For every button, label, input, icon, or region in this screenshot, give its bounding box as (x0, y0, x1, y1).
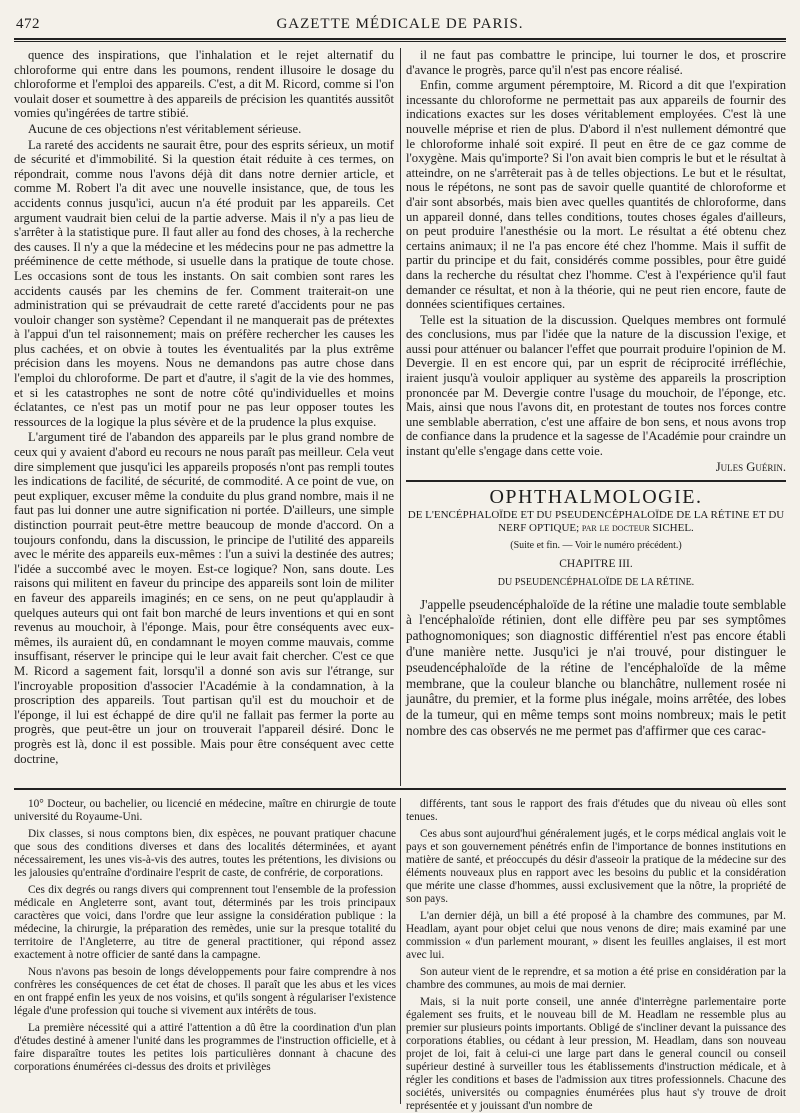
chapter-paragraph: J'appelle pseudencéphaloïde de la rétine une maladie toute semblable à l'encéphaloïde rétinien, dont elle diffère peu par ses symptômes pathognomoniques; son diagnostic différentiel n'est pas encore établi d'une manière nette. Jusqu'ici je n'ai trouvé, pour distinguer le pseudencéphaloïde de la rétine de l'encéphaloïde de la même membrane, que la couleur blanche ou blanchâtre, nullement rosée ni jaunâtre, du premier, et la forme plus inégale, moins arrêtée, des lobes de la tumeur, qui en même temps sont moins nombreux; mais le petit nombre des cas observés ne me permet pas d'affirmer que ces carac- (406, 596, 786, 738)
section-title: OPHTHALMOLOGIE. (489, 486, 703, 509)
paragraph: Aucune de ces objections n'est véritablement sérieuse. (28, 121, 302, 136)
paragraph: Ces abus sont aujourd'hui généralement jugés, et le corps médical anglais voit le pays et son gouvernement pénétrés enfin de l'importance de bonnes institutions en matière de santé, et préoccupés du désir d'asseoir la pratique de la médecine sur des éléments nouveaux plus en rapport avec les besoins du public et la considération que mérite une classe d'hommes, aussi exclusivement que la nôtre, la propriété de son pays. (406, 828, 786, 905)
paragraph: Ces dix degrés ou rangs divers qui comprennent tout l'ensemble de la profession médicale en Angleterre sont, avant tout, déterminés par les trois principaux caractères que voici, dans l'ordre que leur assigne la considération publique : la médecine, la chirurgie, la préparation des remèdes, unie sur la presque totalité du territoire de l'Angleterre, au titre de general practitioner, qui répond assez exactement à notre officier de santé dans la campagne. (14, 884, 396, 961)
bottom-right-column (406, 798, 786, 1112)
right-column (406, 48, 786, 786)
paragraph: Telle est la situation de la discussion. Quelques membres ont formulé des conclusions, mus par l'idée que la nature de la discussion l'exige, et aussi pour atténuer ou balancer l'effet que pourrait produire l'opinion de M. Devergie. Il en est encore qui, par un esprit de réciprocité irréfléchie, iraient jusqu'à vouloir appliquer au système des appareils la proscription prononcée par M. Devergie contre l'usage du mouchoir, de l'éponge, etc. Mais, ainsi que nous l'avons dit, en protestant de toutes nos forces contre une semblable aberration, c'est une affaire de bon sens, et nous avons trop de confiance dans la prudence et la sagesse de l'Académie pour craindre un instant qu'elle s'engage dans cette voie. (406, 312, 786, 459)
paragraph: il ne faut pas combattre le principe, lui tourner le dos, et proscrire d'avance le progrès, parce qu'il n'est pas encore réalisé. (406, 48, 786, 77)
page-header (14, 8, 786, 34)
journal-title: GAZETTE MÉDICALE DE PARIS. (276, 16, 524, 32)
page-number: 472 (16, 16, 40, 32)
paragraph: L'argument tiré de l'abandon des appareils par le plus grand nombre de ceux qui y avaient d'abord eu recours ne nous paraît pas meilleur. Cela veut dire simplement que jusqu'ici les appareils proposés n'ont pas rempli toutes les indications de facilité, de sécurité, de commodité. A ce point de vue, on peut expliquer, excuser même la conduite du plus grand nombre, mais il ne faut pas lui donner une autre signification ni portée. D'ailleurs, une simple distinction pourrait peut-être mettre beaucoup de monde d'accord. On a toujours confondu, dans la discussion, le principe de l'utilité des appareils avec le mérite des appareils eux-mêmes : l'un a suivi la destinée des autres; l'idée a succombé avec le moyen. Est-ce logique? Non, sans doute. Les raisons qui militent en faveur du principe des appareils sont loin de militer en faveur des appareils imaginés; en ce sens, on ne peut qu'applaudir à quelques auteurs qui ont fait bon marché de leurs inventions et qui en sont revenus au mouchoir, à l'éponge. Mais, pour être conséquents avec eux-mêmes, ils auraient dû, en condamnant le moyen comme mauvais, comme insuffisant, réserver le principe qui le leur avait fait chercher. C'est ce que M. Ricord a sagement fait, lorsqu'il a donné son avis sur l'étrange, sur l'incroyable proposition d'associer l'Académie à la condamnation, à la proscription des appareils. Tout partisan qu'il est du mouchoir et de l'éponge, il lui est échappé de dire qu'il ne fallait pas fermer la porte au progrès, que peut-être un jour on trouverait l'appareil désiré. Donc le progrès est là, donc il est possible. Mais pour être conséquent avec cette doctrine, (14, 430, 394, 766)
continuation-note: (Suite et fin. — Voir le numéro précédent.) (510, 539, 682, 551)
paragraph: Enfin, comme argument péremptoire, M. Ricord a dit que l'expiration incessante du chloroforme ne permettait pas aux appareils de fournir des indications exactes sur les doses véritablement employées. C'est là une nouvelle méprise et rien de plus. D'abord il n'est nullement démontré que le chloroforme inhalé soit expiré. Il peut en être de ce gaz comme de l'oxygène. Mais qu'importe? Si l'on avait bien compris le but et le résultat à atteindre, on ne s'arrêterait pas à de telles objections. Le but et le résultat, nous le répétons, ne sont pas de savoir quelle quantité de chloroforme et d'air sont absorbés, mais bien avec quelles quantités de chloroforme, dans un appareil donné, dans telles conditions, toutes choses égales d'ailleurs, on peut produire l'anesthésie ou la mort. Le résultat a été obtenu chez certains animaux; il ne l'a pas encore été chez l'homme. Mais il suffit de partir du principe et du fait, considérés comme possibles, pour être guidé dans la recherche du résultat chez l'homme. C'est à l'expérience qu'il faut demander ce résultat, et non à la théorie, qui ne peut rien encore, faute de données scientifiques certaines. (406, 78, 786, 312)
paragraph: La première nécessité qui a attiré l'attention a dû être la coordination d'un plan d'études destiné à amener l'unité dans les programmes de l'instruction officielle, et à faire disparaître toutes les petites lois particulières donnant à chacune des corporations énumérées ci-dessus des droits et privilèges (14, 1022, 396, 1073)
header-rule-thin (14, 41, 786, 42)
column-divider (400, 48, 401, 786)
author-signature: Jules Guérin. (715, 459, 786, 474)
section-rule (406, 480, 786, 482)
paragraph: Nous n'avons pas besoin de longs développements pour faire comprendre à nos confrères les conséquences de cet état de choses. Il paraît que les abus et les vices en ont frappé enfin les yeux de nos voisins, et qu'ils songent à régulariser l'existence légale d'une profession qui touche si vivement aux intérêts de tous. (14, 966, 396, 1017)
chapter-title: CHAPITRE III. (559, 558, 633, 571)
paragraph: Dix classes, si nous comptons bien, dix espèces, ne pouvant pratiquer chacune que sous des conditions diverses et dans des localités déterminées, et ayant nécessairement, les unes vis-à-vis des autres, toutes les prétentions, les divisions ou les jalousies qu'entraîne d'ordinaire l'esprit de caste, de confrérie, de corporations. (14, 828, 396, 879)
paragraph: L'an dernier déjà, un bill a été proposé à la chambre des communes, par M. Headlam, ayant pour objet celui que nous venons de dire; mais examiné par une commission « d'un parlement mourant, » disent les feuilles anglaises, il est mort avec lui. (406, 910, 786, 961)
chapter-subtitle: DU PSEUDENCÉPHALOÏDE DE LA RÉTINE. (497, 577, 695, 588)
paragraph: quence des inspirations, que l'inhalation et le rejet alternatif du chloroforme qui entre dans les poumons, rendent illusoire le dosage du chloroforme et l'emploi des appareils. C'est, a dit M. Ricord, comme si l'on voulait doser et soumettre à des appareils de précision les quantités aussitôt vomies qu'ingérées de tartre stibié. (14, 48, 394, 121)
bottom-left-column (14, 798, 396, 1104)
bottom-column-divider (400, 798, 401, 1104)
paragraph: différents, tant sous le rapport des frais d'études que du niveau où elles sont tenues. (406, 798, 786, 823)
left-column (14, 48, 394, 786)
article-heading: DE L'ENCÉPHALOÏDE ET DU PSEUDENCÉPHALOÏDE DE LA RÉTINE ET DU NERF OPTIQUE; par le docteur SICHEL. (407, 508, 785, 534)
paragraph: La rareté des accidents ne saurait être, pour des esprits sérieux, un motif de sécurité et d'immobilité. Si la question était réduite à ces termes, on répondrait, comme nous l'avons déjà dit dans notre dernier article, et comme M. Robert l'a dit avec une nouvelle insistance, que, de tous les accidents connus jusqu'ici, aucun n'a été produit par les appareils. Cet argument vaudrait bien celui de la partie adverse. Mais il n'y a pas lieu de s'arrêter à la statistique pure. Il faut aller au fond des choses, à la recherche des causes. Il n'y a que la médecine et les médecins pour ne pas admettre la prééminence de cette méthode, si usuelle dans la pratique de toute chose. Les occasions sont de tous les instants. On sait combien sont rares les accidents causés par les chemins de fer. Comment traiterait-on une administration qui se prévaudrait de cette rareté d'accidents pour ne pas vouloir changer son système? Cependant il ne manquerait pas de prétextes à l'appui d'un tel raisonnement; mais on préfère rechercher les causes les plus cachées, et on obvie à toutes les éventualités par la plus extrême précision dans les moyens. Nous ne demandons pas autre chose dans l'emploi du chloroforme. De part et d'autre, il s'agit de la vie des hommes, et si les catastrophes ne sont de notre côté qu'individuelles et moins éclatantes, ce n'est pas un motif pour ne pas leur opposer toutes les ressources de la logique la plus sévère et de la prudence la plus exquise. (14, 137, 394, 429)
header-rule (14, 38, 786, 40)
paragraph: Mais, si la nuit porte conseil, une année d'interrègne parlementaire porte également ses fruits, et le nouveau bill de M. Headlam ne ressemble plus au premier sur plusieurs points importants. Obligé de s'incliner devant la puissance des corporations établies, ou cédant à leur pression, M. Headlam, dans son nouveau projet de loi, fait à celui-ci une large part dans le general council ou conseil supérieur destiné à surveiller tous les établissements d'instruction médicale, et à régler les conditions et bases de l'admission aux titres professionnels. Chacune des sociétés, universités ou compagnies énumérées plus haut s'y trouve de droit représentée et y jouissant d'un nombre de (406, 996, 786, 1112)
feuilleton-rule (14, 788, 786, 790)
paragraph: 10° Docteur, ou bachelier, ou licencié en médecine, maître en chirurgie de toute université du Royaume-Uni. (14, 798, 396, 823)
newspaper-page (14, 8, 786, 1112)
paragraph: Son auteur vient de le reprendre, et sa motion a été prise en considération par la chambre des communes, au mois de mai dernier. (406, 966, 786, 991)
